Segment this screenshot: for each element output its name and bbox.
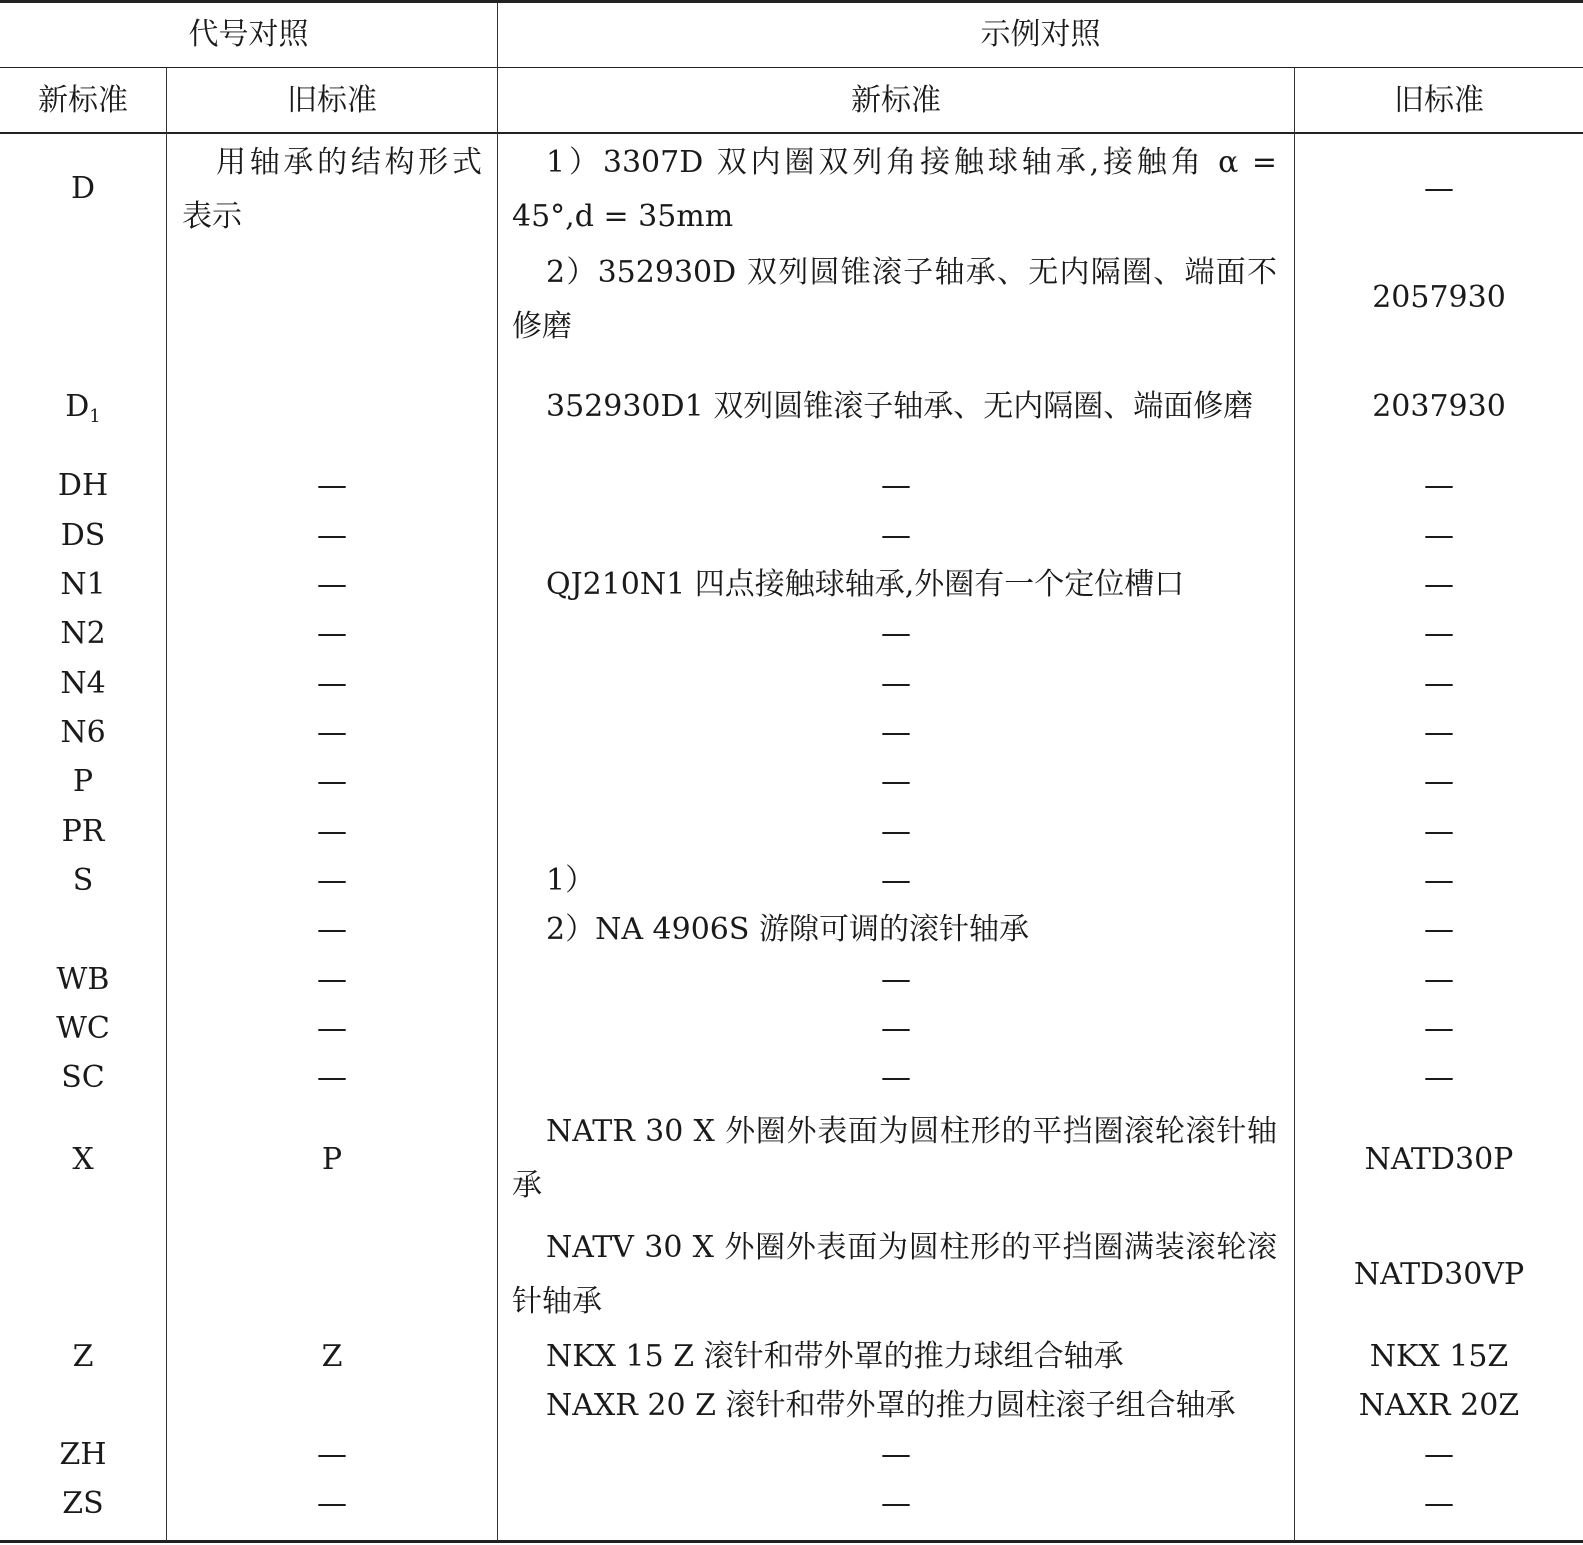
header-new-code: 新标准 [38, 83, 128, 118]
old-example-n2: — [1424, 616, 1454, 651]
old-example-p: — [1424, 764, 1454, 799]
old-code-z: Z [321, 1339, 343, 1374]
old-example-x-1: NATD30P [1364, 1142, 1514, 1177]
code-d1-subscript: 1 [89, 406, 101, 427]
code-p: P [72, 764, 94, 799]
old-code-zs: — [317, 1486, 347, 1521]
old-example-n4: — [1424, 666, 1454, 701]
old-example-sc: — [1424, 1060, 1454, 1095]
old-example-wc: — [1424, 1011, 1454, 1046]
old-code-ds: — [317, 518, 347, 553]
old-example-d1: 2037930 [1372, 389, 1506, 424]
code-pr: PR [61, 814, 105, 849]
example-x-1: NATR 30 X 外圈外表面为圆柱形的平挡圈滚轮滚针轴承 [512, 1114, 1277, 1203]
top-rule [0, 0, 1583, 3]
header-new-example: 新标准 [851, 83, 941, 118]
header-old-code: 旧标准 [287, 83, 377, 118]
old-code-sc: — [317, 1060, 347, 1095]
old-example-s2: — [1424, 912, 1454, 947]
example-s: — [881, 863, 911, 898]
code-zh: ZH [59, 1437, 107, 1472]
code-d: D [70, 171, 96, 206]
old-example-zs: — [1424, 1486, 1454, 1521]
example-d1: 352930D1 双列圆锥滚子轴承、无内隔圈、端面修磨 [546, 389, 1254, 424]
example-zh: — [881, 1437, 911, 1472]
old-code-wb: — [317, 962, 347, 997]
code-dh: DH [57, 468, 109, 503]
old-example-s: — [1424, 863, 1454, 898]
example-x-2: NATV 30 X 外圈外表面为圆柱形的平挡圈满装滚轮滚针轴承 [512, 1230, 1277, 1319]
code-n4: N4 [60, 666, 106, 701]
example-wb: — [881, 962, 911, 997]
code-sc: SC [61, 1060, 105, 1095]
old-code-n1: — [317, 567, 347, 602]
code-zs: ZS [62, 1486, 104, 1521]
example-sc: — [881, 1060, 911, 1095]
example-z-1: NKX 15 Z 滚针和带外罩的推力球组合轴承 [546, 1339, 1124, 1374]
code-z: Z [72, 1339, 94, 1374]
example-wc: — [881, 1011, 911, 1046]
example-dh: — [881, 468, 911, 503]
example-n1: QJ210N1 四点接触球轴承,外圈有一个定位槽口 [546, 567, 1185, 602]
old-code-n6: — [317, 715, 347, 750]
col-divider-1 [166, 68, 167, 1540]
example-p: — [881, 764, 911, 799]
old-code-s: — [317, 863, 347, 898]
old-code-n2: — [317, 616, 347, 651]
example-s2: 2）NA 4906S 游隙可调的滚针轴承 [546, 912, 1029, 947]
old-code-x: P [321, 1142, 343, 1177]
old-code-p: — [317, 764, 347, 799]
old-example-ds: — [1424, 518, 1454, 553]
old-code-wc: — [317, 1011, 347, 1046]
code-wb: WB [56, 962, 110, 997]
old-code-dh: — [317, 468, 347, 503]
old-example-d-1: — [1424, 171, 1454, 206]
code-d1-base: D [65, 389, 90, 424]
old-example-zh: — [1424, 1437, 1454, 1472]
header-old-example: 旧标准 [1394, 83, 1484, 118]
code-wc: WC [56, 1011, 110, 1046]
old-code-n4: — [317, 666, 347, 701]
old-example-pr: — [1424, 814, 1454, 849]
old-example-x-2: NATD30VP [1353, 1257, 1525, 1292]
code-n1: N1 [60, 567, 106, 602]
header-mid-rule [0, 67, 1583, 68]
old-code-pr: — [317, 814, 347, 849]
code-s: S [72, 863, 94, 898]
example-zs: — [881, 1486, 911, 1521]
old-example-z-1: NKX 15Z [1369, 1339, 1509, 1374]
bottom-rule [0, 1540, 1583, 1543]
code-d1 [0, 389, 166, 432]
header-group-example: 示例对照 [980, 17, 1101, 52]
old-example-n6: — [1424, 715, 1454, 750]
code-n6: N6 [60, 715, 106, 750]
example-n4: — [881, 666, 911, 701]
old-code-d: 用轴承的结构形式表示 [182, 145, 482, 234]
example-n2: — [881, 616, 911, 651]
example-pr: — [881, 814, 911, 849]
old-code-zh: — [317, 1437, 347, 1472]
old-example-n1: — [1424, 567, 1454, 602]
code-n2: N2 [60, 616, 106, 651]
code-x: X [72, 1142, 94, 1177]
old-example-z-2: NAXR 20Z [1358, 1388, 1520, 1423]
example-ds: — [881, 518, 911, 553]
old-example-d-2: 2057930 [1372, 280, 1506, 315]
example-s-number: 1） [546, 863, 596, 898]
header-group-code: 代号对照 [188, 17, 309, 52]
example-d-1: 1）3307D 双内圈双列角接触球轴承,接触角 α = 45°,d = 35mm [512, 145, 1277, 234]
example-n6: — [881, 715, 911, 750]
old-example-wb: — [1424, 962, 1454, 997]
header-bottom-rule [0, 132, 1583, 134]
old-example-dh: — [1424, 468, 1454, 503]
example-z-2: NAXR 20 Z 滚针和带外罩的推力圆柱滚子组合轴承 [546, 1388, 1236, 1423]
old-code-s2: — [317, 912, 347, 947]
example-d-2: 2）352930D 双列圆锥滚子轴承、无内隔圈、端面不修磨 [512, 255, 1277, 344]
code-ds: DS [60, 518, 106, 553]
